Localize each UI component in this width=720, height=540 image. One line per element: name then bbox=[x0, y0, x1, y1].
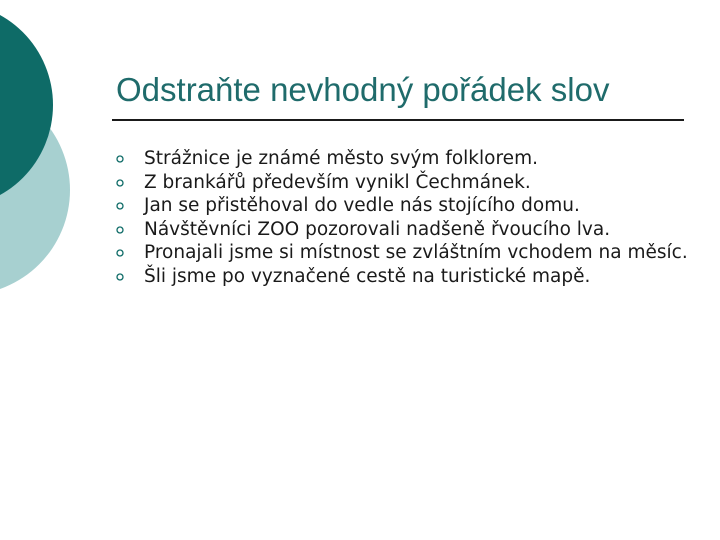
bullet-text: Strážnice je známé město svým folklorem. bbox=[144, 148, 538, 169]
bullet-item bbox=[112, 218, 692, 242]
decorative-circles bbox=[0, 0, 120, 300]
bullet-item bbox=[112, 171, 692, 195]
bullet-text: Pronajali jsme si místnost se zvláštním vchodem na měsíc. bbox=[144, 242, 688, 263]
hollow-circle-bullet-icon bbox=[116, 273, 124, 281]
hollow-circle-bullet-icon bbox=[116, 155, 124, 163]
bullet-item bbox=[112, 265, 692, 289]
title-divider bbox=[112, 119, 684, 121]
hollow-circle-bullet-icon bbox=[116, 249, 124, 257]
bullet-item bbox=[112, 147, 692, 171]
bullet-list bbox=[112, 147, 692, 288]
bullet-text: Návštěvníci ZOO pozorovali nadšeně řvoucího lva. bbox=[144, 218, 611, 240]
hollow-circle-bullet-icon bbox=[116, 226, 124, 234]
bullet-text: Z brankářů především vynikl Čechmánek. bbox=[144, 171, 531, 193]
bullet-item bbox=[112, 241, 692, 265]
bullet-item bbox=[112, 194, 692, 218]
bullet-text: Jan se přistěhoval do vedle nás stojícího domu. bbox=[144, 195, 580, 216]
hollow-circle-bullet-icon bbox=[116, 202, 124, 210]
hollow-circle-bullet-icon bbox=[116, 179, 124, 187]
slide-title: Odstraňte nevhodný pořádek slov bbox=[116, 71, 610, 108]
bullet-text: Šli jsme po vyznačené cestě na turistické mapě. bbox=[144, 265, 591, 287]
